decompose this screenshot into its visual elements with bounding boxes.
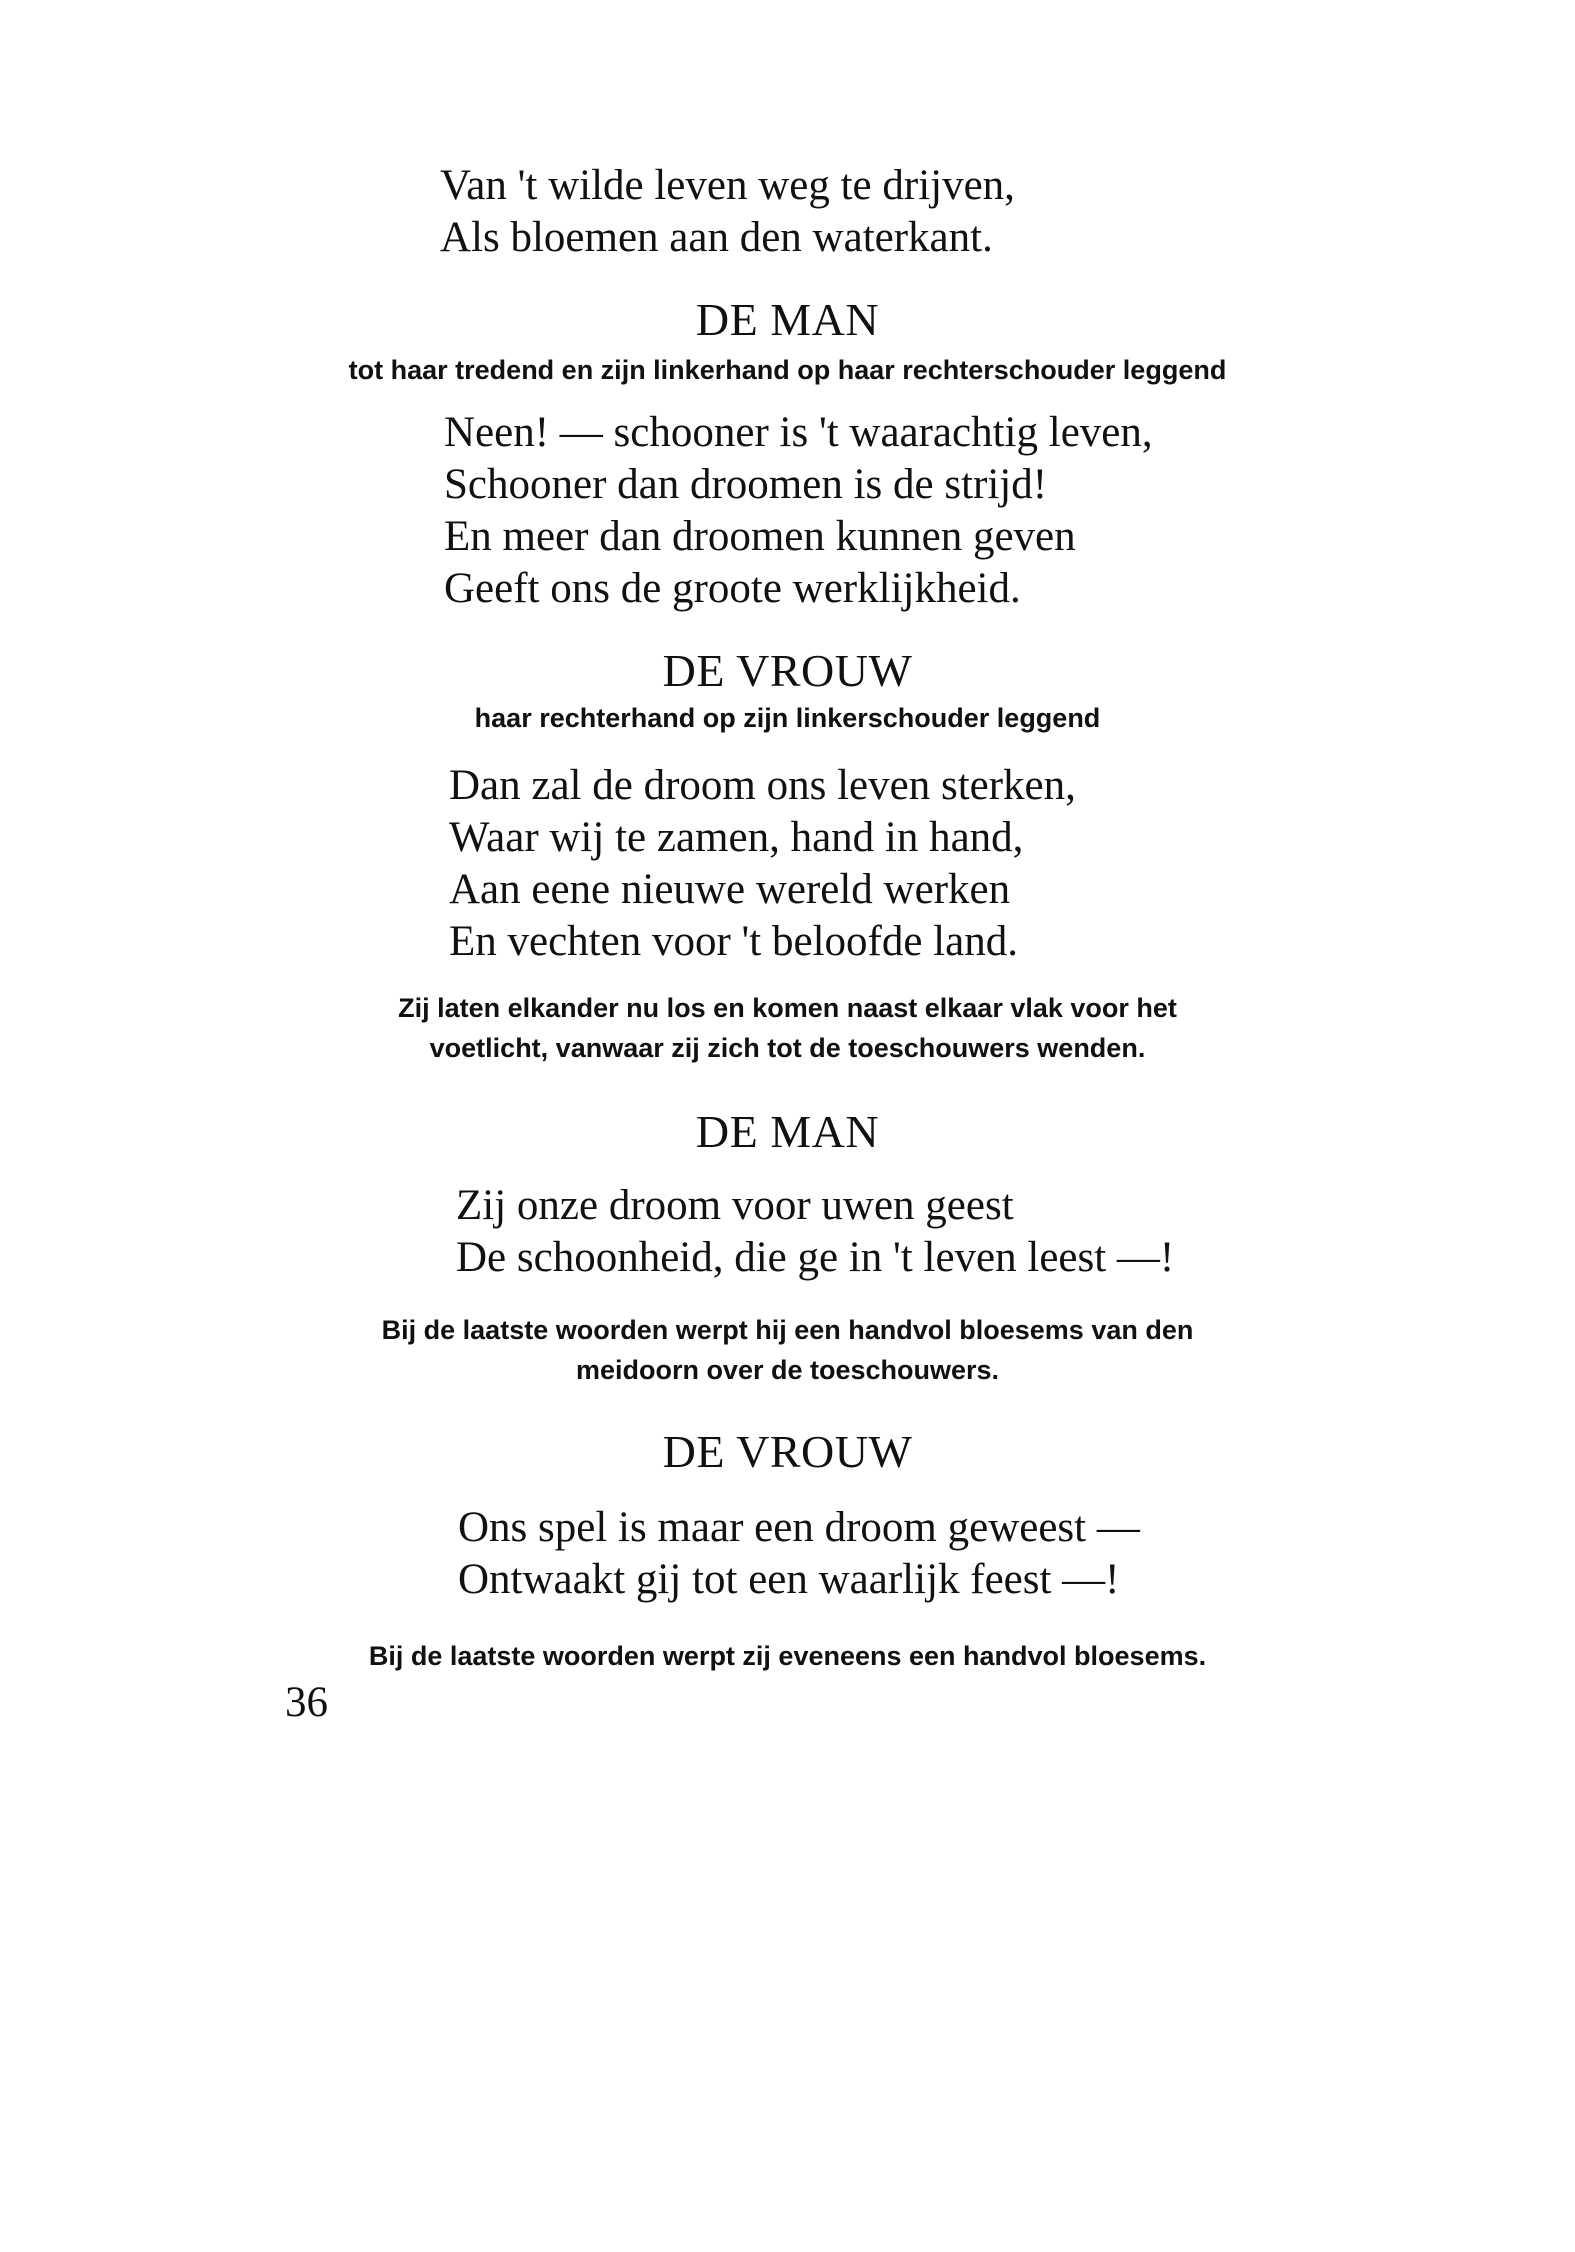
direction-line: meidoorn over de toeschouwers. [575, 1355, 1000, 1385]
verse-stanza [449, 760, 1076, 968]
verse-line: Zij onze droom voor uwen geest [456, 1182, 1014, 1229]
stage-direction [250, 988, 1325, 1068]
speaker-heading: DE VROUW [662, 645, 913, 696]
speaker-heading: DE MAN [695, 1106, 880, 1157]
direction-line: voetlicht, vanwaar zij zich tot de toeschouwers wenden. [429, 1033, 1146, 1063]
verse-stanza [440, 160, 1015, 264]
verse-line: Ontwaakt gij tot een waarlijk feest —! [458, 1556, 1120, 1603]
verse-stanza [444, 407, 1153, 615]
stage-direction: tot haar tredend en zijn linkerhand op haar rechterschouder leggend [348, 355, 1227, 385]
verse-line: Schooner dan droomen is de strijd! [444, 461, 1048, 508]
verse-line: Ons spel is maar een droom geweest — [458, 1504, 1140, 1551]
page-number: 36 [285, 1679, 328, 1726]
verse-line: Van 't wilde leven weg te drijven, [440, 162, 1015, 209]
speaker-heading: DE VROUW [662, 1426, 913, 1477]
direction-line: Bij de laatste woorden werpt hij een handvol bloesems van den [381, 1315, 1194, 1345]
speaker-heading: DE MAN [695, 294, 880, 345]
verse-line: Neen! — schooner is 't waarachtig leven, [444, 409, 1153, 456]
verse-line: Als bloemen aan den waterkant. [440, 214, 993, 261]
direction-line: Zij laten elkander nu los en komen naast elkaar vlak voor het [398, 993, 1177, 1023]
verse-line: De schoonheid, die ge in 't leven leest —! [456, 1234, 1175, 1281]
verse-line: En vechten voor 't beloofde land. [449, 918, 1018, 965]
verse-line: Waar wij te zamen, hand in hand, [449, 814, 1024, 861]
verse-line: En meer dan droomen kunnen geven [444, 513, 1076, 560]
stage-direction: haar rechterhand op zijn linkerschouder leggend [474, 703, 1101, 733]
verse-stanza [456, 1180, 1174, 1284]
verse-line: Dan zal de droom ons leven sterken, [449, 762, 1076, 809]
stage-direction [250, 1310, 1325, 1390]
verse-line: Aan eene nieuwe wereld werken [449, 866, 1011, 913]
verse-stanza [458, 1502, 1140, 1606]
stage-direction: Bij de laatste woorden werpt zij eveneens een handvol bloesems. [368, 1641, 1207, 1671]
verse-line: Geeft ons de groote werklijkheid. [444, 565, 1021, 612]
